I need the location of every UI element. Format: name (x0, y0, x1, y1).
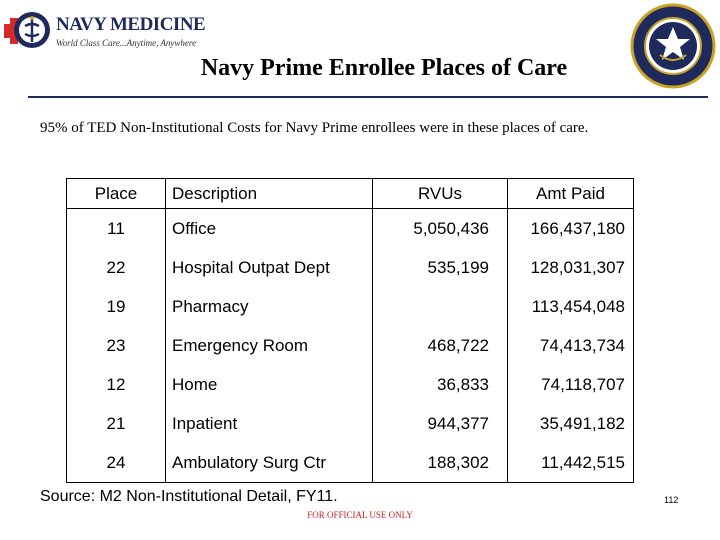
cell-place: 11 (67, 209, 166, 249)
table-row (67, 287, 634, 326)
cell-description: Ambulatory Surg Ctr (166, 443, 373, 483)
slide-subtitle: 95% of TED Non-Institutional Costs for Navy Prime enrollees were in these places of care. (40, 120, 589, 136)
header-amt-paid: Amt Paid (508, 179, 634, 209)
cell-rvus: 36,833 (373, 365, 508, 404)
table-row (67, 365, 634, 404)
header-place: Place (67, 179, 166, 209)
places-of-care-table (66, 178, 634, 483)
cell-rvus: 535,199 (373, 248, 508, 287)
navy-medicine-emblem-icon (4, 4, 54, 58)
logo-tagline: World Class Care...Anytime, Anywhere (56, 38, 197, 48)
table-row (67, 248, 634, 287)
cell-description: Pharmacy (166, 287, 373, 326)
table-header-row (67, 179, 634, 209)
cell-rvus: 188,302 (373, 443, 508, 483)
cell-amt-paid: 113,454,048 (508, 287, 634, 326)
header-rvus: RVUs (373, 179, 508, 209)
cell-place: 19 (67, 287, 166, 326)
cell-description: Emergency Room (166, 326, 373, 365)
cell-amt-paid: 166,437,180 (508, 209, 634, 249)
table-row (67, 209, 634, 249)
slide-title: Navy Prime Enrollee Places of Care (200, 55, 568, 81)
title-divider (28, 96, 708, 98)
cell-description: Inpatient (166, 404, 373, 443)
cell-amt-paid: 11,442,515 (508, 443, 634, 483)
cell-place: 24 (67, 443, 166, 483)
table-row (67, 326, 634, 365)
cell-rvus: 944,377 (373, 404, 508, 443)
table-row (67, 404, 634, 443)
cell-amt-paid: 35,491,182 (508, 404, 634, 443)
logo-brand-text: NAVY MEDICINE (56, 14, 206, 35)
source-note: Source: M2 Non-Institutional Detail, FY11. (40, 488, 338, 505)
cell-place: 22 (67, 248, 166, 287)
cell-place: 12 (67, 365, 166, 404)
official-use-label: FOR OFFICIAL USE ONLY (307, 510, 413, 520)
cell-place: 21 (67, 404, 166, 443)
cell-description: Home (166, 365, 373, 404)
cell-description: Hospital Outpat Dept (166, 248, 373, 287)
cell-rvus: 468,722 (373, 326, 508, 365)
cell-rvus (373, 287, 508, 326)
cell-description: Office (166, 209, 373, 249)
navy-medicine-logo (4, 4, 206, 58)
cell-amt-paid: 128,031,307 (508, 248, 634, 287)
cell-place: 23 (67, 326, 166, 365)
page-number: 112 (664, 495, 679, 505)
cell-rvus: 5,050,436 (373, 209, 508, 249)
cell-amt-paid: 74,118,707 (508, 365, 634, 404)
table-row (67, 443, 634, 483)
header-description: Description (166, 179, 373, 209)
cell-amt-paid: 74,413,734 (508, 326, 634, 365)
